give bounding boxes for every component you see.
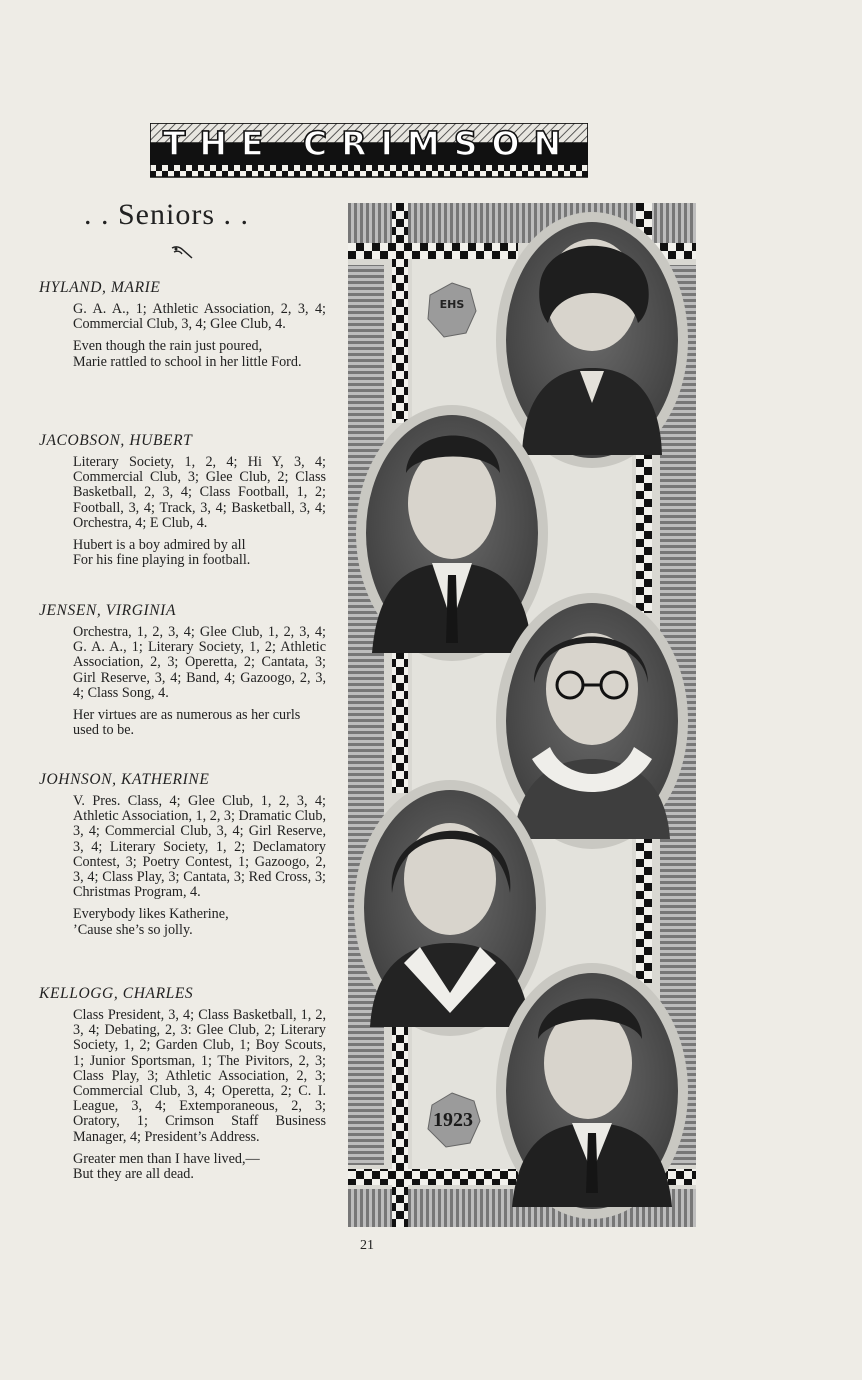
senior-name: JACOBSON, HUBERT <box>39 432 193 449</box>
senior-activities: V. Pres. Class, 4; Glee Club, 1, 2, 3, 4; Athletic Association, 1, 2, 3; Dramatic Club, 3, 4; Commercial Club, 3, 4; Girl Reserve, 3, 4; Literary Society, 1, 2; Declamatory Contest, 3; Poetry Contest, 1; Gazoogo, 2, 3, 4; Class Play, 3; Cantata, 3; Red Cross, 3; Christmas Program, 4. <box>73 793 326 901</box>
portrait-jacobson <box>356 405 548 661</box>
senior-entry-jacobson <box>39 432 326 568</box>
senior-activities: G. A. A., 1; Athletic Association, 2, 3, 4; Commercial Club, 3, 4; Glee Club, 4. <box>73 301 326 333</box>
crimson-banner <box>150 123 588 179</box>
section-title: . . Seniors . . <box>84 198 249 231</box>
senior-activities: Orchestra, 1, 2, 3, 4; Glee Club, 1, 2, 3, 4; G. A. A., 1; Literary Society, 1, 2; Athletic Association, 2, 3; Operetta, 2; Cantata, 3; Girl Reserve, 3, 4; Band, 4; Gazoogo, 2, 3, 4; Class Song, 4. <box>73 624 326 701</box>
portrait-panel <box>348 203 696 1227</box>
page-number: 21 <box>360 1238 374 1253</box>
senior-name: KELLOGG, CHARLES <box>39 985 194 1002</box>
senior-name: JOHNSON, KATHERINE <box>39 771 210 788</box>
senior-name: JENSEN, VIRGINIA <box>39 602 177 619</box>
portrait-johnson <box>354 780 546 1036</box>
senior-verse: Even though the rain just poured, Marie rattled to school in her little Ford. <box>73 338 302 370</box>
senior-verse: Greater men than I have lived,— But they are all dead. <box>73 1150 260 1183</box>
senior-entry-johnson <box>39 771 326 938</box>
monogram-emblem: EHS <box>439 298 465 311</box>
senior-name: HYLAND, MARIE <box>39 279 161 296</box>
senior-entry-jensen <box>39 602 326 738</box>
portrait-hyland <box>496 212 688 468</box>
ornament-icon <box>170 244 194 265</box>
banner-title: THE CRIMSON <box>162 124 576 163</box>
senior-activities: Class President, 3, 4; Class Basketball, 1, 2, 3, 4; Debating, 2, 3: Glee Club, 2; Literary Society, 1, 2; Garden Club, 1; Boy Scouts, 1; Junior Sportsman, 1; The Pivitors, 2, 3; Class Play, 3; Athletic Association, 2, 3; Commercial Club, 3, 4; Operetta, 2; C. I. League, 3, 4; Extemporaneous, 2, 3; Oratory, 1; Crimson Staff Business Manager, 4; President’s Address. <box>73 1007 326 1145</box>
senior-verse: Everybody likes Katherine, ’Cause she’s so jolly. <box>73 906 229 938</box>
senior-verse: Hubert is a boy admired by all For his fine playing in football. <box>73 537 251 569</box>
senior-entry-hyland <box>39 279 326 370</box>
senior-entry-kellogg <box>39 985 326 1182</box>
senior-verse: Her virtues are as numerous as her curls used to be. <box>73 707 301 739</box>
senior-activities: Literary Society, 1, 2, 4; Hi Y, 3, 4; Commercial Club, 3; Glee Club, 2; Class Basketball, 2, 3, 4; Class Football, 1, 2; Football, 3, 4; Track, 3, 4; Basketball, 3, 4; Orchestra, 4; E Club, 4. <box>73 454 326 531</box>
year-emblem: 1923 <box>433 1109 473 1131</box>
portrait-jensen <box>496 593 688 849</box>
portrait-kellogg <box>496 963 688 1219</box>
